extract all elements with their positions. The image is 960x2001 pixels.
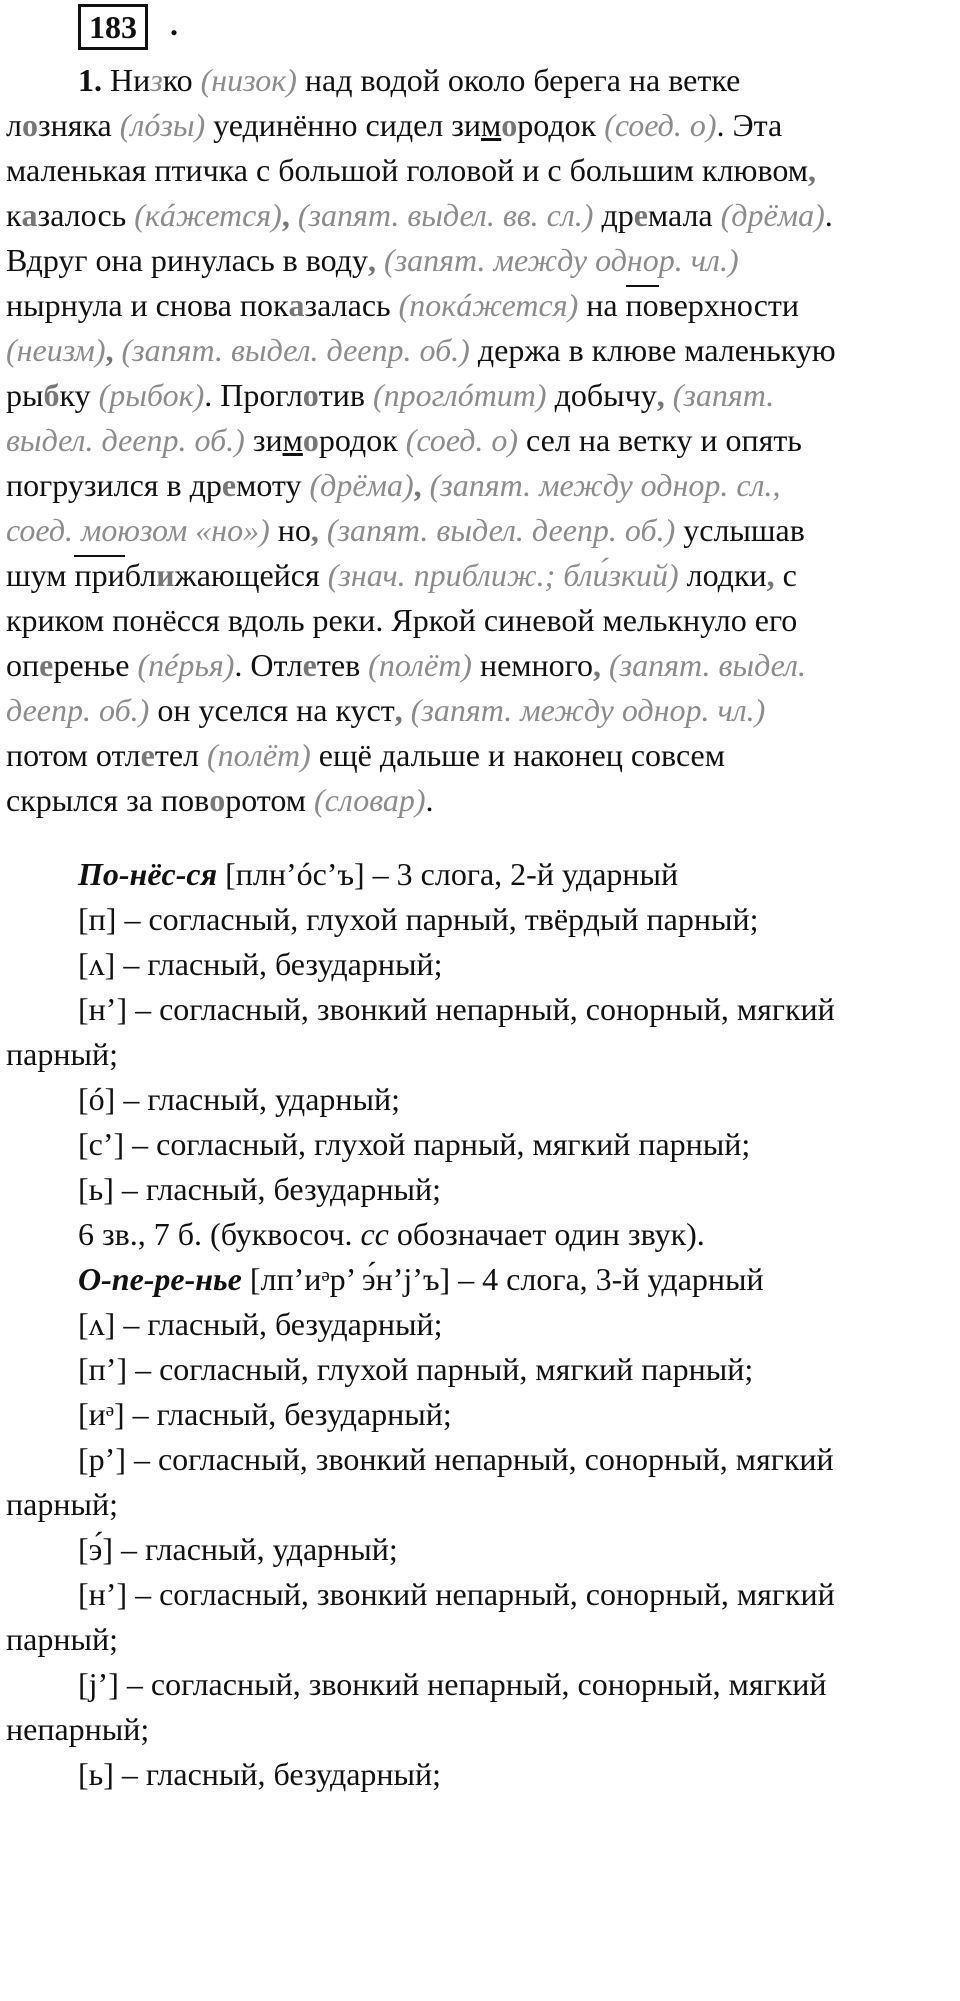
analysis-row (6, 942, 954, 987)
text-segment: ротом (225, 782, 314, 818)
text-segment: деепр. об.) (6, 692, 150, 728)
text-segment: б (43, 377, 60, 413)
analysis-row (6, 1752, 954, 1797)
exercise-number: 183 (78, 4, 148, 50)
analysis-row (6, 1572, 954, 1617)
text-segment: о (501, 107, 518, 143)
analysis-row-continuation (6, 1482, 954, 1527)
text-segment: залось (37, 197, 135, 233)
text-line (6, 778, 954, 823)
text-segment: . Отл (234, 647, 303, 683)
text-segment: парный; (6, 1621, 118, 1657)
text-segment: родок (517, 107, 605, 143)
text-segment: (низок) (200, 62, 297, 98)
text-segment: парный; (6, 1486, 118, 1522)
text-segment: , (310, 512, 319, 548)
exercise-number-dot: . (170, 6, 178, 42)
text-segment: [н’] – согласный, звонкий непарный, сонорный, мягкий (78, 991, 835, 1027)
text-segment: [плн’óс’ъ] – 3 слога, 2-й ударный (217, 856, 679, 892)
text-line (6, 103, 954, 148)
text-segment: м (282, 422, 303, 458)
text-segment: [ь] – гласный, безударный; (78, 1756, 442, 1792)
text-segment: м (481, 107, 502, 143)
text-line (6, 553, 954, 598)
analysis-row (6, 1257, 954, 1302)
text-line (6, 58, 954, 103)
text-segment: бл (124, 557, 157, 593)
analysis-row (6, 852, 954, 897)
analysis-row (6, 1302, 954, 1347)
text-segment: [ó] – гласный, ударный; (78, 1081, 401, 1117)
text-line (6, 643, 954, 688)
text-segment: (запят. между однор. чл.) (384, 242, 739, 278)
text-segment: ренье (53, 647, 138, 683)
text-segment: (соед. о) (405, 422, 519, 458)
text-segment: (полёт) (368, 647, 472, 683)
analysis-row (6, 1662, 954, 1707)
text-segment: залась (304, 287, 399, 323)
text-segment: , (413, 467, 422, 503)
text-segment: з (150, 62, 163, 98)
text-segment: по (625, 287, 659, 323)
text-segment: [иᵊ] – гласный, безударный; (78, 1396, 452, 1432)
text-segment: (запят. выдел. вв. сл.) (297, 197, 594, 233)
analysis-row (6, 1167, 954, 1212)
text-segment: [п’] – согласный, глухой парный, мягкий парный; (78, 1351, 754, 1387)
text-segment: (запят. между однор. чл.) (410, 692, 766, 728)
text-segment: зняка (37, 107, 120, 143)
text-segment: погрузился в др (6, 467, 222, 503)
text-segment: (запят. выдел. деепр. об.) (121, 332, 470, 368)
text-line (6, 463, 954, 508)
text-segment: . (425, 782, 434, 818)
text-segment (403, 692, 411, 728)
text-segment: , (281, 197, 290, 233)
text-segment: о (302, 377, 319, 413)
text-segment: (покáжется) (398, 287, 579, 323)
text-segment: зи (244, 422, 283, 458)
text-segment (290, 197, 298, 233)
text-segment: . (824, 197, 833, 233)
text-segment: л (6, 107, 22, 143)
text-line (6, 328, 954, 373)
text-segment: о (21, 107, 38, 143)
text-segment: Ни (102, 62, 151, 98)
text-segment: (запят. выдел. деепр. об.) (326, 512, 676, 548)
text-segment: Вдруг она ринулась в воду (6, 242, 369, 278)
text-segment: , (656, 377, 665, 413)
text-segment (319, 512, 327, 548)
text-segment: ко (162, 62, 201, 98)
text-line (6, 418, 954, 463)
text-line (6, 238, 954, 283)
text-segment: верхности (658, 287, 800, 323)
text-segment: родок (318, 422, 406, 458)
text-segment: (пéрья) (137, 647, 235, 683)
text-segment: , (394, 692, 403, 728)
text-line (6, 508, 954, 553)
text-segment: е (221, 467, 237, 503)
text-segment: [ʌ] – гласный, безударный; (78, 1306, 443, 1342)
text-segment: он уселся на куст (149, 692, 395, 728)
phonetic-analysis (6, 852, 954, 1797)
text-segment: др (593, 197, 634, 233)
text-segment: услышав (675, 512, 805, 548)
text-line (6, 283, 954, 328)
text-segment: ку (59, 377, 99, 413)
text-line (6, 148, 954, 193)
text-segment: о (209, 782, 226, 818)
text-segment: , (105, 332, 114, 368)
text-segment: е (140, 737, 155, 773)
text-segment: (запят. между однор. сл., (429, 467, 781, 503)
text-segment: тив (318, 377, 374, 413)
text-segment: (неизм) (6, 332, 106, 368)
text-segment: (знач. приближ.; бли́зкий) (327, 557, 679, 593)
text-segment: сс (360, 1216, 389, 1252)
text-segment: о (302, 422, 319, 458)
text-segment: но (269, 512, 311, 548)
text-segment: а (21, 197, 38, 233)
text-segment: . Прогл (204, 377, 303, 413)
text-segment (422, 467, 430, 503)
text-segment: моту (236, 467, 310, 503)
analysis-row (6, 1212, 954, 1257)
text-segment: потом отл (6, 737, 141, 773)
analysis-row (6, 1122, 954, 1167)
text-segment: сел на ветку и опять (518, 422, 802, 458)
text-segment: О-пе-ре-нье (78, 1261, 242, 1297)
text-segment: мала (647, 197, 721, 233)
text-segment: выдел. деепр. об.) (6, 422, 245, 458)
text-segment: на (578, 287, 626, 323)
text-segment: [лп’иᵊр’ э́н’j’ъ] – 4 слога, 3-й ударный (241, 1261, 764, 1297)
analysis-row (6, 1527, 954, 1572)
text-segment: е (39, 647, 54, 683)
text-segment: скрылся за пов (6, 782, 210, 818)
text-segment: (лóзы) (119, 107, 206, 143)
text-segment: тел (154, 737, 207, 773)
text-line (6, 733, 954, 778)
text-segment: добычу (546, 377, 657, 413)
text-segment: , (766, 557, 775, 593)
text-segment: е (302, 647, 317, 683)
text-segment: [ʌ] – гласный, безударный; (78, 946, 443, 982)
text-segment: к (6, 197, 22, 233)
text-line (6, 373, 954, 418)
analysis-row-continuation (6, 1617, 954, 1662)
text-segment: маленькая птичка с большой головой и с большим клювом (6, 152, 808, 188)
text-segment: (словар) (314, 782, 426, 818)
text-segment: соед. моюзом «но») (6, 512, 270, 548)
text-segment: [п] – согласный, глухой парный, твёрдый парный; (78, 901, 759, 937)
text-segment: (запят. выдел. (608, 647, 806, 683)
text-segment: (соед. о) (604, 107, 717, 143)
text-segment: ещё дальше и наконец совсем (310, 737, 725, 773)
text-segment: [э́] – гласный, ударный; (78, 1531, 398, 1567)
text-segment: е (633, 197, 648, 233)
text-segment: (дрёма) (309, 467, 414, 503)
text-segment: [р’] – согласный, звонкий непарный, сонорный, мягкий (78, 1441, 834, 1477)
text-segment: а (288, 287, 305, 323)
text-segment: [с’] – согласный, глухой парный, мягкий парный; (78, 1126, 751, 1162)
analysis-row (6, 1077, 954, 1122)
text-segment: . Эта (716, 107, 783, 143)
text-segment: нырнула и снова пок (6, 287, 289, 323)
text-segment: обозначает один звук). (388, 1216, 705, 1252)
analysis-row (6, 987, 954, 1032)
text-segment: с (774, 557, 797, 593)
text-segment: парный; (6, 1036, 118, 1072)
analysis-row-continuation (6, 1032, 954, 1077)
text-segment (601, 647, 609, 683)
analysis-row-continuation (6, 1707, 954, 1752)
text-segment: 1. (78, 62, 102, 98)
text-segment: тев (316, 647, 369, 683)
text-segment: оп (6, 647, 40, 683)
text-line (6, 598, 954, 643)
exercise-text (6, 58, 954, 823)
analysis-row (6, 897, 954, 942)
text-segment: По-нёс-ся (78, 856, 218, 892)
text-segment: ры (6, 377, 44, 413)
text-segment: лодки (678, 557, 767, 593)
text-segment: жающейся (174, 557, 328, 593)
text-segment: (полёт) (207, 737, 311, 773)
text-segment: (кáжется) (134, 197, 282, 233)
text-segment: и (156, 557, 175, 593)
text-segment: (проглóтит) (373, 377, 547, 413)
text-segment: (запят. (672, 377, 775, 413)
text-segment: уединённо сидел зи (205, 107, 482, 143)
text-segment: при (74, 557, 125, 593)
text-segment: , (807, 152, 816, 188)
text-segment: над водой около берега на ветке (296, 62, 741, 98)
text-segment: [ь] – гласный, безударный; (78, 1171, 442, 1207)
text-line (6, 193, 954, 238)
text-segment: непарный; (6, 1711, 150, 1747)
analysis-row (6, 1437, 954, 1482)
text-line (6, 688, 954, 733)
text-segment: криком понёсся вдоль реки. Яркой синевой мелькнуло его (6, 602, 798, 638)
analysis-row (6, 1347, 954, 1392)
text-segment: 6 зв., 7 б. (буквосоч. (78, 1216, 361, 1252)
text-segment (114, 332, 122, 368)
text-segment: [j’] – согласный, звонкий непарный, сонорный, мягкий (78, 1666, 827, 1702)
analysis-row (6, 1392, 954, 1437)
text-segment: держа в клюве маленькую (469, 332, 836, 368)
text-segment (376, 242, 384, 278)
text-segment: , (592, 647, 601, 683)
text-segment: [н’] – согласный, звонкий непарный, сонорный, мягкий (78, 1576, 835, 1612)
text-segment: шум (6, 557, 75, 593)
text-segment: (рыбок) (98, 377, 205, 413)
text-segment (665, 377, 673, 413)
text-segment: , (368, 242, 377, 278)
text-segment: (дрёма) (720, 197, 825, 233)
text-segment: немного (471, 647, 593, 683)
